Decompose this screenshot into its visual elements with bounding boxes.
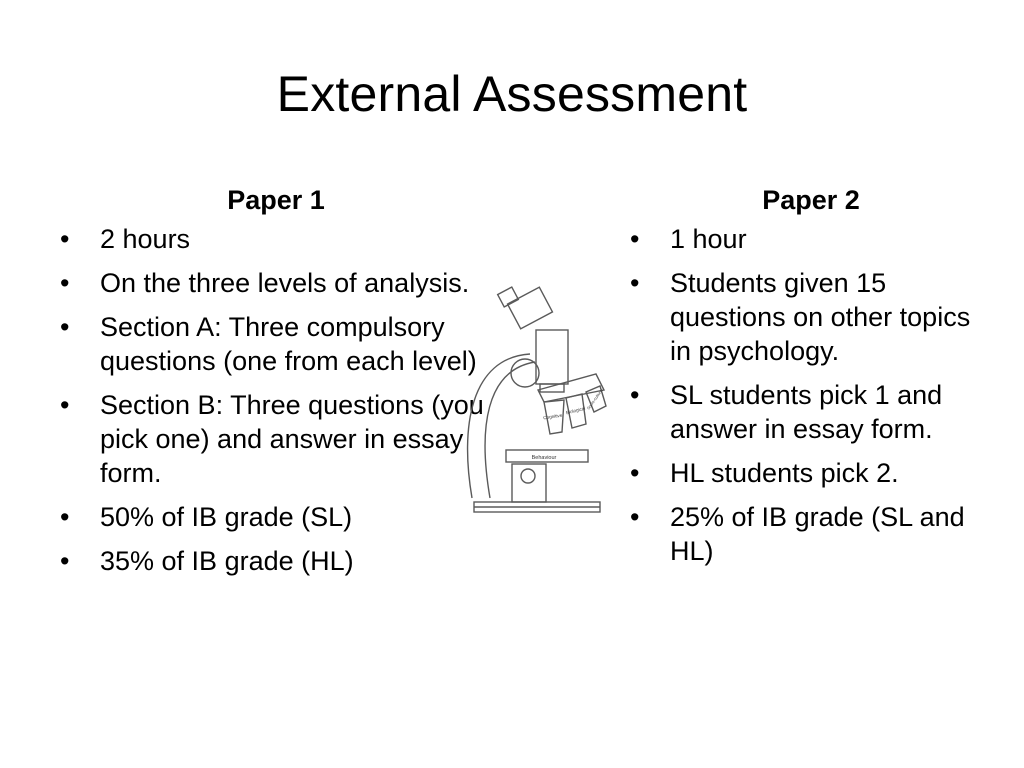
- list-item: • 25% of IB grade (SL and HL): [626, 500, 996, 568]
- paper2-heading: Paper 2: [762, 185, 860, 215]
- objective-label-cognitive: Cognitive: [542, 412, 563, 421]
- objective-label-biological: Biological: [565, 405, 586, 416]
- slide-title: External Assessment: [276, 66, 748, 122]
- stage-label: Behaviour: [531, 455, 557, 461]
- paper1-column: [56, 182, 496, 588]
- list-item: • 2 hours: [56, 222, 496, 256]
- list-item: • HL students pick 2.: [626, 456, 996, 490]
- list-item: • Students given 15 questions on other topics in psychology.: [626, 266, 996, 368]
- paper2-column: [626, 182, 996, 578]
- paper1-heading: Paper 1: [227, 185, 325, 215]
- paper1-bullet-list: [56, 222, 496, 578]
- list-item: • Section B: Three questions (you pick one) and answer in essay form.: [56, 388, 496, 490]
- list-item: • On the three levels of analysis.: [56, 266, 496, 300]
- list-item: • 50% of IB grade (SL): [56, 500, 496, 534]
- list-item: • Section A: Three compulsory questions (one from each level): [56, 310, 496, 378]
- list-item: • 35% of IB grade (HL): [56, 544, 496, 578]
- list-item: • SL students pick 1 and answer in essay form.: [626, 378, 996, 446]
- objective-label-socio-cultural: Socio-cultural: [585, 387, 604, 411]
- paper2-bullet-list: [626, 222, 996, 568]
- microscope-icon: [460, 278, 610, 528]
- list-item: • 1 hour: [626, 222, 996, 256]
